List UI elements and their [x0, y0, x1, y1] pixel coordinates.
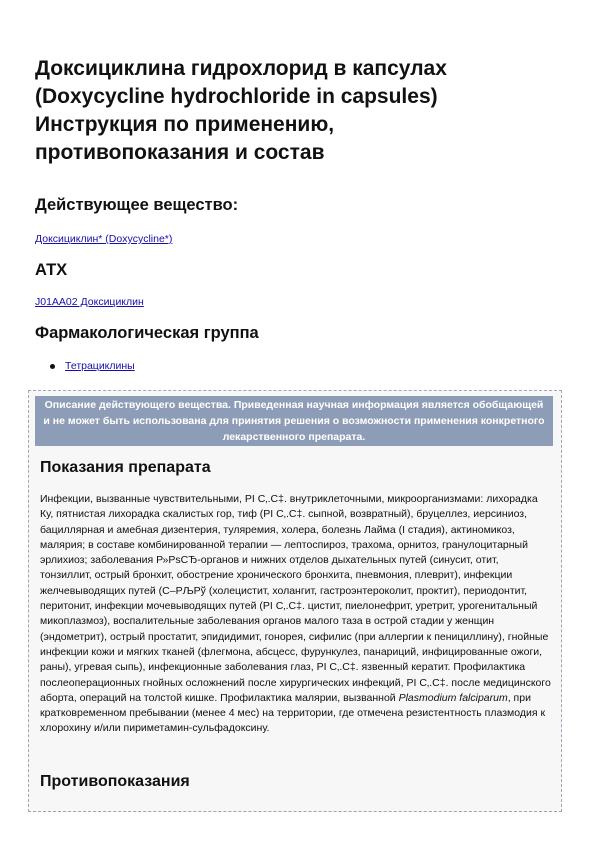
title-line: Доксициклина гидрохлорид в капсулах [35, 57, 447, 80]
document-title [35, 55, 565, 167]
title-line: Инструкция по применению, [35, 113, 335, 136]
atc-heading: АТХ [35, 261, 68, 279]
title-line: (Doxycycline hydrochloride in capsules) [35, 85, 438, 108]
disclaimer-banner: Описание действующего вещества. Приведенная научная информация является обобщающей и не может быть использована для принятия решения о возможности применения конкретного лекарственного препарата. [35, 396, 553, 446]
contraindications-heading: Противопоказания [40, 773, 190, 790]
atc-link[interactable]: J01AA02 Доксициклин [35, 296, 144, 308]
active-substance-heading: Действующее вещество: [35, 196, 239, 214]
title-line: противопоказания и состав [35, 141, 325, 164]
pharm-group-link[interactable]: Тетрациклины [65, 360, 135, 372]
indications-heading: Показания препарата [40, 459, 211, 476]
list-item [50, 360, 135, 372]
active-substance-link[interactable]: Доксициклин* (Doxycycline*) [35, 233, 173, 245]
substance-description-box [28, 390, 562, 812]
pharm-group-heading: Фармакологическая группа [35, 324, 259, 342]
species-name: Plasmodium falciparum [398, 691, 508, 704]
indications-text: Инфекции, вызванные чувствительными, РІ С‚.С‡. внутриклеточными, микроорганизмами: лихорадка Ку, пятнистая лихорадка скалистых гор, тиф (РІ С‚.С‡. сыпной, возвратный), бруцеллез, иерсиниоз, бациллярная и амебная дизентерия, туляремия, холера, болезнь Лайма (I стадия), актиномикоз, малярия; в составе комбинированной терапии — лептоспироз, трахома, орнитоз, гранулоцитарный эрлихиоз; заболевания Р»РѕСЂ-органов и нижних отделов дыхательных путей (синусит, отит, тонзиллит, острый бронхит, обострение хронического бронхита, пневмония, плеврит), инфекции желчевыводящих путей (С–РЉРў (холецистит, холангит, гастроэнтероколит, проктит), периодонтит, перитонит, инфекции мочевыводящих путей (РІ С‚.С‡. цистит, пиелонефрит, уретрит, урогенитальный микоплазмоз), воспалительные заболевания органов малого таза в острой стадии у женщин (эндометрит), острый простатит, эпидидимит, гонорея, сифилис (при аллергии к пенициллину), гнойные инфекции кожи и мягких тканей (флегмона, абсцесс, фурункулез, панариций, инфицированные ожоги, раны), угревая сыпь), инфекционные заболевания глаз, РІ С‚.С‡. язвенный кератит. Профилактика послеоперационных гнойных осложнений после хирургических инфекций, РІ С‚.С‡. после медицинского аборта, операций на толстой кишке. Профилактика малярии, вызванной Plasmodium falciparum, при кратковременном пребывании (менее 4 мес) на территории, где отмечена резистентность плазмодия к хлорохину и/или пириметамин-сульфадоксину. [40, 493, 551, 735]
pharm-group-list [50, 360, 135, 372]
